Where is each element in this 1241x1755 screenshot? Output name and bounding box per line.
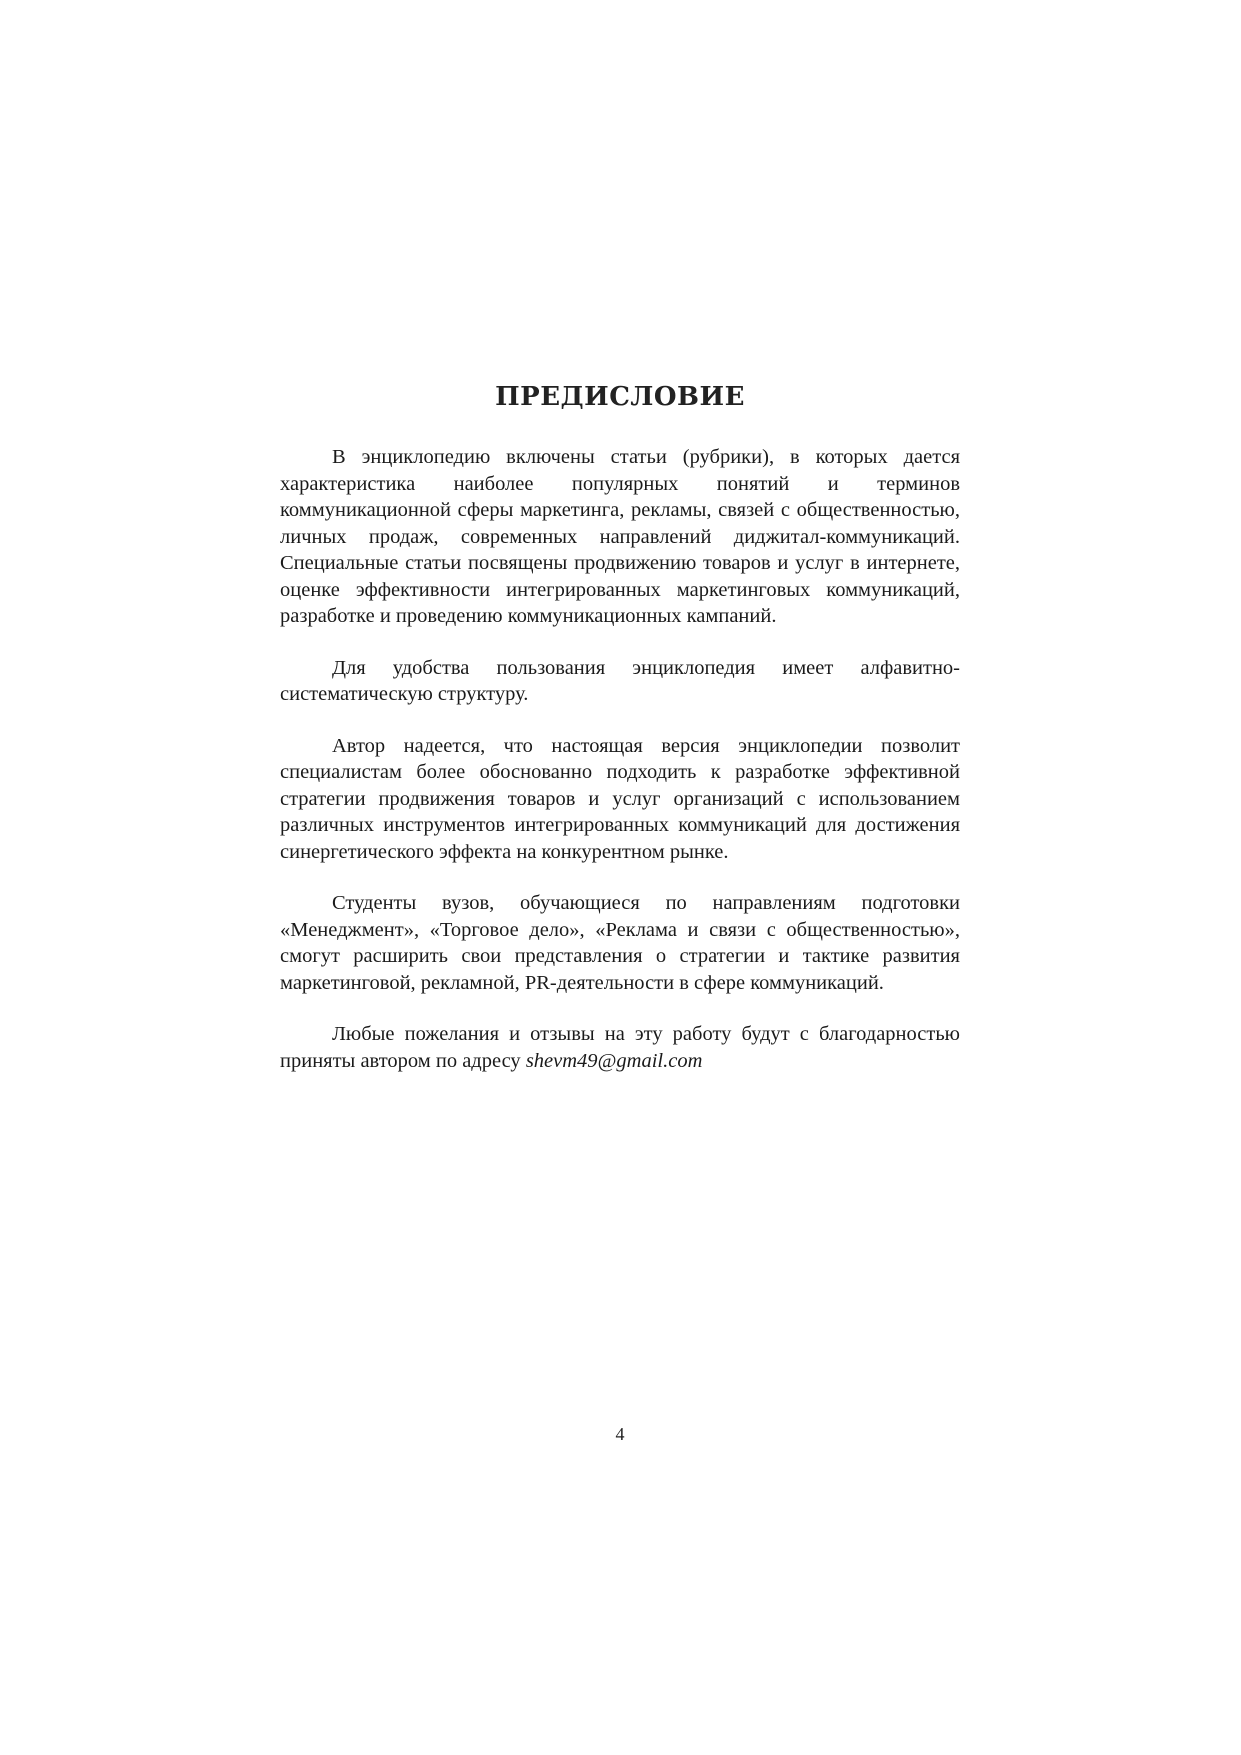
preface-body [280,444,960,1099]
paragraph-3: Автор надеется, что настоящая версия энциклопедии позволит специалистам более обоснованно подходить к разработке эффективной стратегии продвижения товаров и услуг организаций с использованием различных инструментов интегрированных коммуникаций для достижения синергетического эффекта на конкурентном рынке. [280,734,960,863]
paragraph-2: Для удобства пользования энциклопедия имеет алфавитно-систематическую структуру. [280,656,960,705]
paragraph-5 [280,1021,960,1074]
author-email: shevm49@gmail.com [525,1049,703,1072]
paragraph-5-text: Любые пожелания и отзывы на эту работу будут с благодарностью приняты автором по адресу [280,1023,960,1072]
page-number: 4 [615,1424,625,1444]
page-title: ПРЕДИСЛОВИЕ [495,382,745,412]
paragraph-4: Студенты вузов, обучающиеся по направлениям подготовки «Менеджмент», «Торговое дело», «Реклама и связи с общественностью», смогут расширить свои представления о стратегии и тактике развития маркетинговой, рекламной, PR-деятельности в сфере коммуникаций. [280,892,960,994]
paragraph-1: В энциклопедию включены статьи (рубрики), в которых дается характеристика наиболее популярных понятий и терминов коммуникационной сферы маркетинга, рекламы, связей с общественностью, личных продаж, современных направлений диджитал-коммуникаций. Специальные статьи посвящены продвижению товаров и услуг в интернете, оценке эффективности интегрированных маркетинговых коммуникаций, разработке и проведению коммуникационных кампаний. [280,446,960,627]
